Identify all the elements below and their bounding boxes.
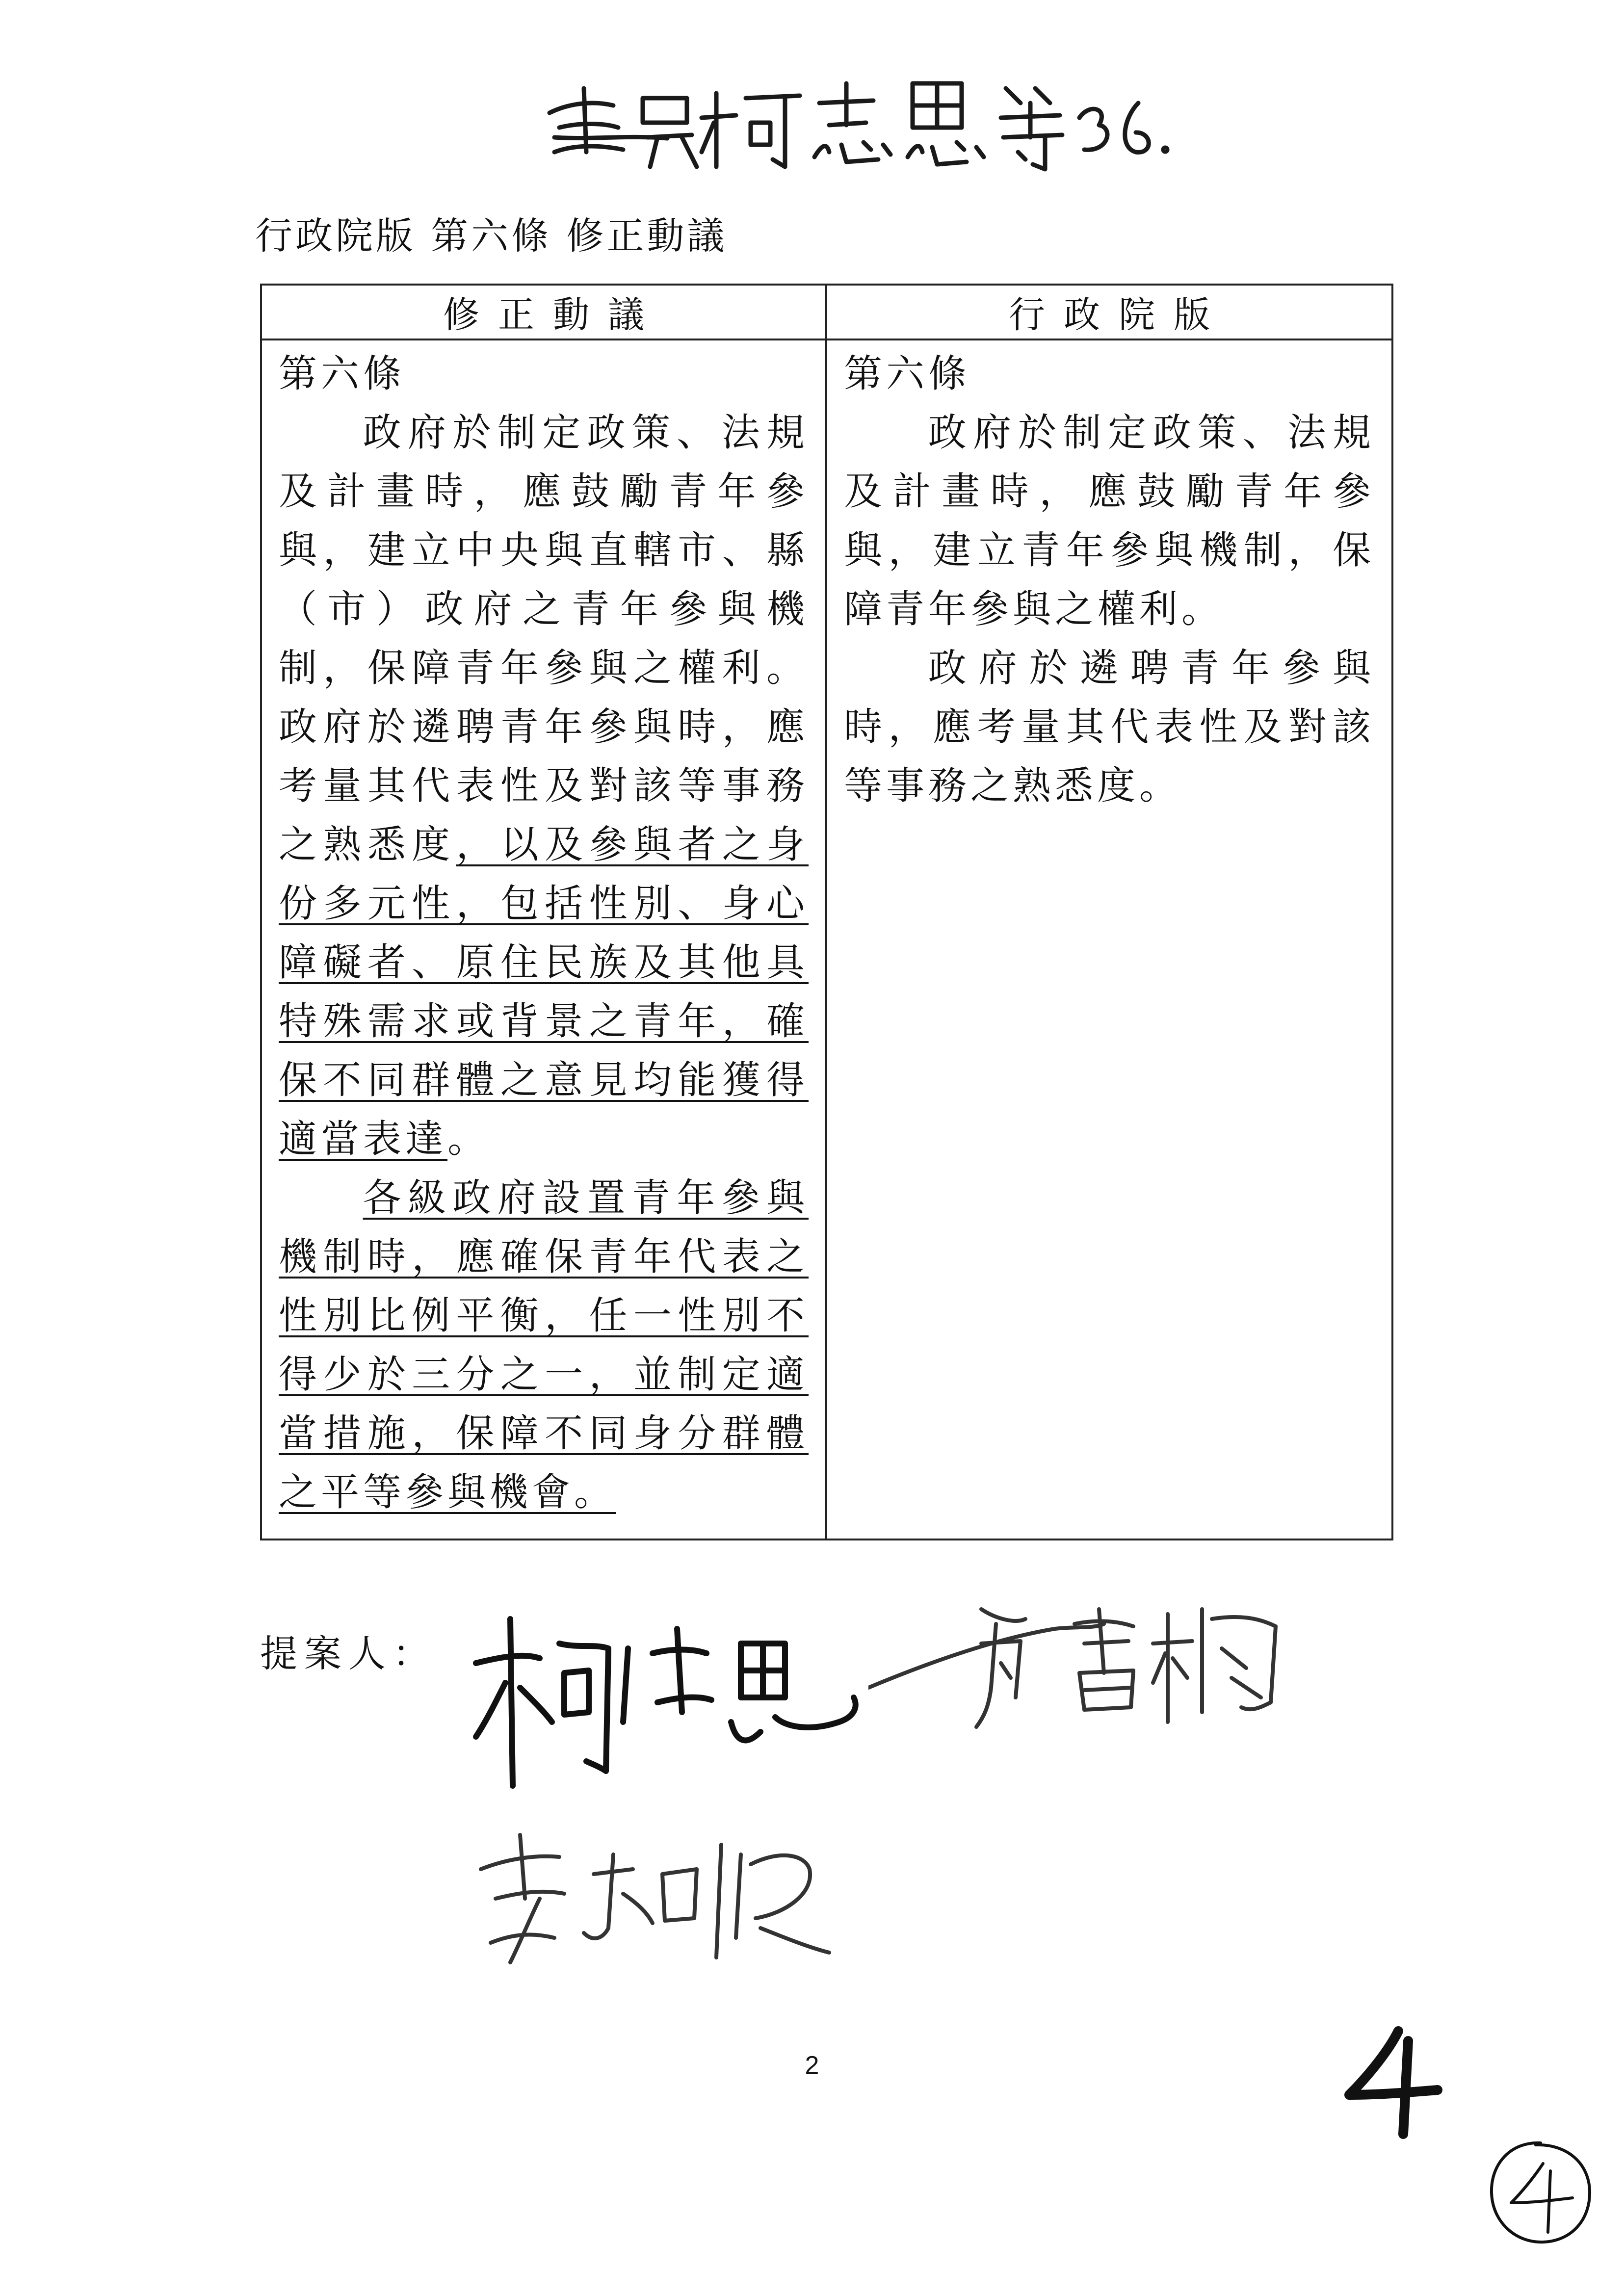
amendment-paragraph-2 <box>279 1169 809 1522</box>
signature-2 <box>868 1580 1310 1742</box>
executive-yuan-paragraph-1: 政府於制定政策、法規及計畫時，應鼓勵青年參與，建立青年參與機制，保障青年參與之權利。 <box>844 411 1375 631</box>
signature-2-drawing <box>868 1580 1310 1742</box>
amendment-paragraph-1-original-text: 政府於制定政策、法規及計畫時，應鼓勵青年參與，建立中央與直轄市、縣（市）政府之青年參與機制，保障青年參與之權利。 政府於遴聘青年參與時，應考量其代表性及對該等事務之熟悉度 <box>279 411 809 867</box>
executive-yuan-column <box>827 286 1391 1539</box>
signature-1 <box>466 1575 868 1796</box>
amendment-column-body <box>262 340 825 1522</box>
executive-yuan-paragraph-2: 政府於遴聘青年參與時，應考量其代表性及對該等事務之熟悉度。 <box>844 646 1375 808</box>
document-title: 行政院版 第六條 修正動議 <box>255 214 728 258</box>
amendment-column-heading: 修正動議 <box>262 286 825 340</box>
circled-page-mark-drawing <box>1482 2134 1599 2252</box>
amendment-paragraph-1-end: 。 <box>447 1117 490 1161</box>
proposer-label: 提案人： <box>260 1632 437 1675</box>
signature-1-drawing <box>466 1575 868 1796</box>
amendment-paragraph-2-added-text: 各級政府設置青年參與機制時，應確保青年代表之性別比例平衡，任一性別不得少於三分之一，並制定適當措施，保障不同身分群體之平等參與機會。 <box>279 1176 809 1514</box>
circled-page-mark <box>1482 2134 1599 2252</box>
page-number: 2 <box>805 2051 819 2080</box>
signature-3-drawing <box>466 1815 839 1972</box>
executive-yuan-column-body <box>827 340 1391 815</box>
executive-yuan-column-heading: 行政院版 <box>827 286 1391 340</box>
handwritten-header-drawing <box>540 54 1178 177</box>
amendment-article-number: 第六條 <box>279 352 406 396</box>
amendment-column <box>262 286 827 1539</box>
comparison-table <box>260 284 1393 1540</box>
amendment-paragraph-1 <box>279 403 809 1169</box>
handwritten-page-mark <box>1339 2021 1447 2139</box>
handwritten-page-mark-drawing <box>1339 2021 1447 2139</box>
executive-yuan-article-number: 第六條 <box>844 352 971 396</box>
signature-3 <box>466 1815 839 1972</box>
handwritten-header-note <box>540 54 1178 177</box>
amendment-paragraph-1-added-text: ，以及參與者之身份多元性，包括性別、身心障礙者、原住民族及其他具特殊需求或背景之青年，確保不同群體之意見均能獲得適當表達 <box>279 823 809 1161</box>
